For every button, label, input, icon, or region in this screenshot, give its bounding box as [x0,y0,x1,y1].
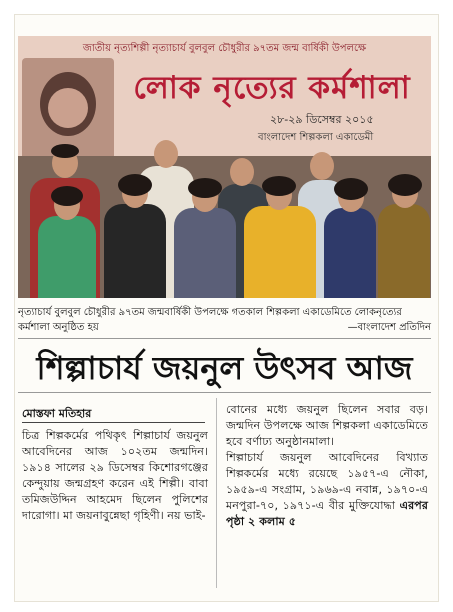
column-divider [216,398,217,588]
banner-title: লোক নৃত্যের কর্মশালা [133,70,411,106]
banner-subtitle: জাতীয় নৃত্যশিল্পী নৃত্যাচার্য বুলবুল চৌধুরীর ৯৭তম জন্ম বার্ষিকী উপলক্ষে [82,43,367,54]
article-column-2 [226,402,428,530]
caption-text: নৃত্যাচার্য বুলবুল চৌধুরীর ৯৭তম জন্মবার্ষিকী উপলক্ষে গতকাল শিল্পকলা একাডেমিতে লোকনৃত্যের কর্মশালা অনুষ্ঠিত হয় [18,307,402,333]
banner-date: ২৮-২৯ ডিসেম্বর ২০১৫ [270,113,374,126]
divider [18,392,431,393]
divider [18,338,431,339]
photo-caption [18,305,431,335]
event-banner [18,36,431,166]
continuation-note: এরপর পৃষ্ঠা ২ কলাম ৫ [226,499,428,528]
article-headline: শিল্পাচার্য জয়নুল উৎসব আজ [36,349,413,387]
event-photo [18,36,431,298]
group-of-dancers [18,156,431,298]
byline: মোস্তফা মতিহার [22,407,92,420]
byline-underline [22,422,205,423]
article-paragraph: বোনের মধ্যে জয়নুল ছিলেন সবার বড়। জন্মদিন উপলক্ষে আজ শিল্পকলা একাডেমিতে হবে বর্ণাঢ্য অনুষ্ঠানমালা। [226,403,428,448]
article-paragraph: চিত্র শিল্পকর্মের পথিকৃৎ শিল্পাচার্য জয়নুল আবেদিনের আজ ১০২তম জন্মদিন। ১৯১৪ সালের ২৯ ডিসেম্বর কিশোরগঞ্জের কেন্দুয়ায় জন্মগ্রহণ করেন এই শিল্পী। বাবা তমিজউদ্দিন আহমেদ ছিলেন পুলিশের দারোগা। মা জয়নাবুন্নেছা গৃহিণী। নয় ভাই- [22,429,208,522]
banner-venue: বাংলাদেশ শিল্পকলা একাডেমী [258,132,374,143]
article-column-1 [22,428,208,524]
photo-credit: —বাংলাদেশ প্রতিদিন [347,322,431,333]
article-paragraph: শিল্পাচার্য জয়নুল আবেদিনের বিখ্যাত শিল্পকর্মের মধ্যে রয়েছে ১৯৫৭-এ নৌকা, ১৯৫৯-এ সংগ্রাম, ১৯৬৯-এ নবান্ন, ১৯৭০-এ মনপুরা-৭০, ১৯৭১-এ বীর মুক্তিযোদ্ধা [226,451,428,512]
